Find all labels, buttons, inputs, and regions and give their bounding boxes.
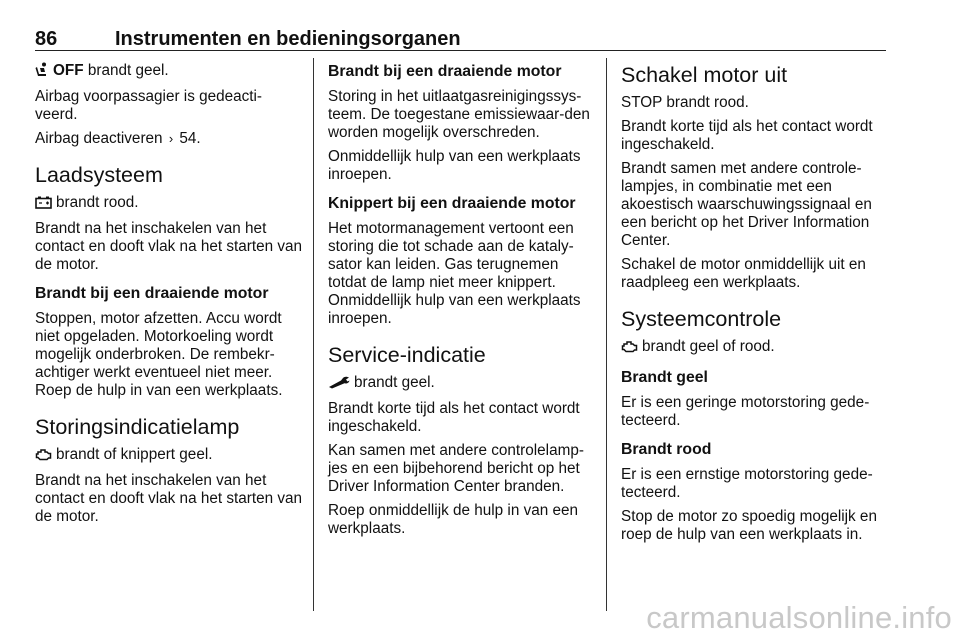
- col3-paragraph-1: STOP brandt rood.: [621, 94, 749, 111]
- airbag-paragraph-1: Airbag voorpassagier is gedeacti-veerd.: [35, 88, 263, 123]
- column-1: [35, 62, 303, 532]
- column-2: [328, 62, 594, 544]
- section-heading-laadsysteem: Laadsysteem: [35, 163, 163, 187]
- laad-subheading: Brandt bij een draaiende motor: [35, 285, 269, 302]
- col2-paragraph-2: Onmiddellijk hulp van een werkplaats inroepen.: [328, 148, 581, 183]
- page-title: Instrumenten en bedieningsorganen: [115, 28, 461, 50]
- col2-paragraph-3: Het motormanagement vertoont een storing die tot schade aan de kataly-sator kan leiden. Gas terugnemen totdat de lamp niet meer knippert. Onmiddellijk hulp van een werkplaats inroepen.: [328, 220, 581, 327]
- engine-icon: [35, 448, 52, 466]
- section-heading-service-indicatie: Service-indicatie: [328, 343, 486, 367]
- column-divider: [313, 58, 314, 611]
- page-number: 86: [35, 28, 58, 50]
- laad-status-text: brandt rood.: [56, 194, 139, 211]
- col3-paragraph-6: Er is een geringe motorstoring gede-tecteerd.: [621, 394, 870, 429]
- storing-paragraph-2: Brandt na het inschakelen van het contact en dooft vlak na het starten van de motor.: [35, 472, 303, 525]
- column-3: [621, 62, 889, 550]
- airbag-off-text: brandt geel.: [87, 62, 169, 79]
- col2-paragraph-1: Storing in het uitlaatgasreinigingssys-teem. De toegestane emissiewaar-den worden mogelijk overschreden.: [328, 88, 590, 141]
- service-paragraph-4: Roep onmiddellijk de hulp in van een werkplaats.: [328, 502, 579, 537]
- col3-paragraph-7: Er is een ernstige motorstoring gede-tecteerd.: [621, 466, 873, 501]
- engine-icon: [621, 340, 638, 358]
- service-paragraph-3: Kan samen met andere controlelamp-jes en een bijbehorend bericht op het Driver Information Center branden.: [328, 442, 584, 495]
- section-heading-storingsindicatielamp: Storingsindicatielamp: [35, 415, 240, 439]
- airbag-page-ref: 54.: [179, 130, 201, 147]
- watermark: carmanualsonline.info: [646, 600, 952, 635]
- section-heading-systeemcontrole: Systeemcontrole: [621, 307, 782, 331]
- laad-paragraph-2: Brandt na het inschakelen van het contact en dooft vlak na het starten van de motor.: [35, 220, 303, 273]
- airbag-off-line: [35, 62, 303, 82]
- systeem-line-1: [621, 338, 889, 358]
- section-heading-schakel-motor-uit: Schakel motor uit: [621, 63, 788, 87]
- laad-paragraph-3: Stoppen, motor afzetten. Accu wordt niet opgeladen. Motorkoeling wordt mogelijk onderbroken. De rembekr-achtiger werkt eventueel niet meer. Roep de hulp in van een werkplaats.: [35, 310, 283, 399]
- storing-status-text: brandt of knippert geel.: [56, 446, 213, 463]
- subheading-brandt-rood: Brandt rood: [621, 441, 712, 458]
- laad-line-1: [35, 194, 303, 214]
- subheading-brandt-draaiend: Brandt bij een draaiende motor: [328, 63, 562, 80]
- page-ref-arrow-icon: ›: [168, 131, 174, 146]
- col3-paragraph-8: Stop de motor zo spoedig mogelijk en roep de hulp van een werkplaats in.: [621, 508, 877, 543]
- column-divider: [606, 58, 607, 611]
- subheading-knippert-draaiend: Knippert bij een draaiende motor: [328, 195, 576, 212]
- col3-paragraph-3: Brandt samen met andere controle-lampjes, in combinatie met een akoestisch waarschuwingssignaal en een bericht op het Driver Information Center.: [621, 160, 872, 249]
- subheading-brandt-geel: Brandt geel: [621, 369, 708, 386]
- service-paragraph-2: Brandt korte tijd als het contact wordt ingeschakeld.: [328, 400, 580, 435]
- wrench-icon: [328, 376, 350, 394]
- service-status-text: brandt geel.: [354, 374, 435, 391]
- header-rule: [35, 50, 886, 51]
- airbag-off-label: OFF: [53, 62, 84, 79]
- service-line-1: [328, 374, 594, 394]
- col3-paragraph-2: Brandt korte tijd als het contact wordt ingeschakeld.: [621, 118, 873, 153]
- systeem-status-text: brandt geel of rood.: [642, 338, 775, 355]
- storing-line-1: [35, 446, 303, 466]
- col3-paragraph-4: Schakel de motor onmiddellijk uit en raadpleeg een werkplaats.: [621, 256, 866, 291]
- airbag-seat-icon: [35, 62, 49, 82]
- airbag-paragraph-2: [35, 130, 303, 148]
- battery-icon: [35, 196, 52, 214]
- airbag-deactivate-text: Airbag deactiveren: [35, 130, 163, 147]
- page-header: [35, 28, 886, 50]
